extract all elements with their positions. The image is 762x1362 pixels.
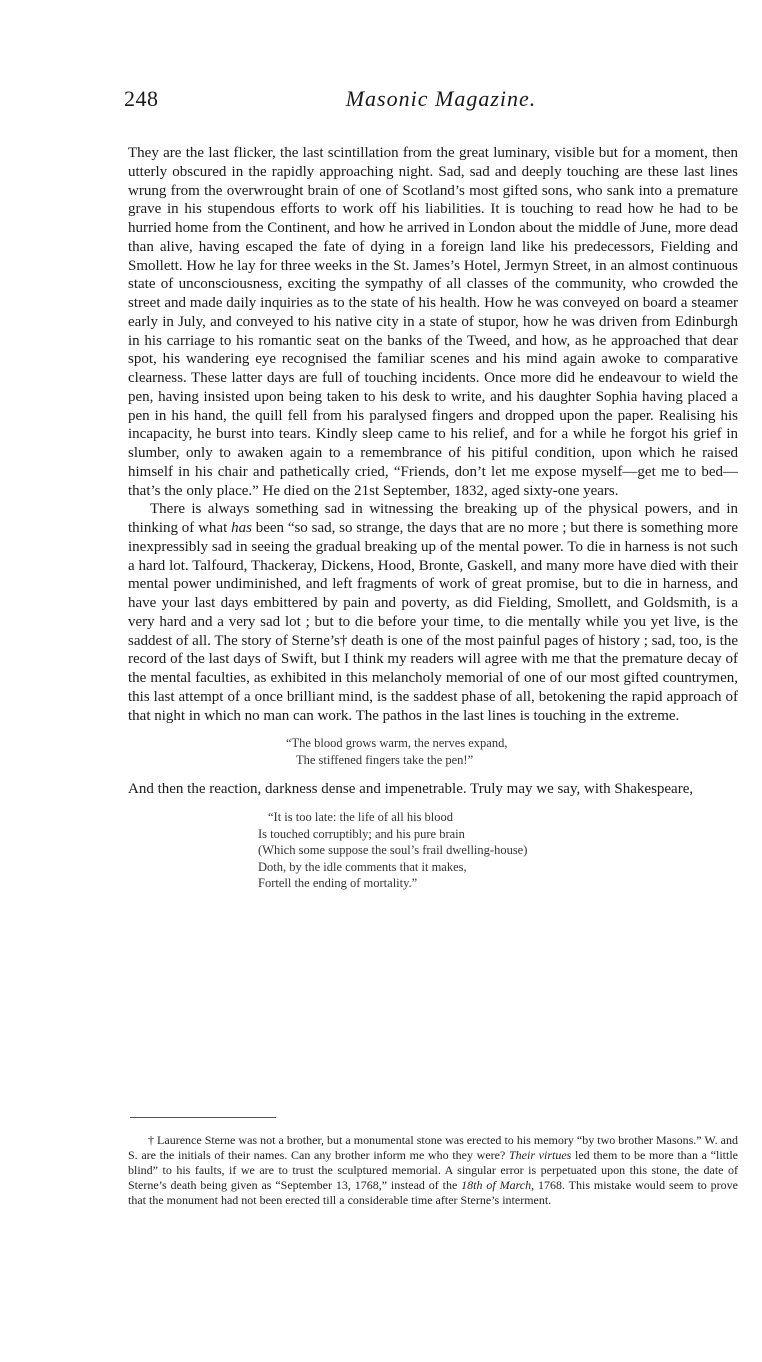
verse-2-line: (Which some suppose the soul’s frail dwelling-house): [258, 843, 528, 857]
paragraph-2-part-1: There is always something sad in witnessing the breaking up of the physical powers, and in thinking of what: [128, 501, 738, 536]
footnote-italic-1: Their virtues: [508, 1148, 572, 1162]
footnote-part-3: , 1768. This mistake would seem to prove that the monument had not been erected till a considerable time after Sterne’s interment.: [128, 1178, 738, 1207]
verse-2-line: “It is too late: the life of all his blood: [268, 810, 454, 824]
paragraph-2-italic: has: [231, 520, 252, 536]
verse-quote-2: [128, 809, 738, 892]
verse-quote-1: [128, 735, 738, 768]
verse-2-line: Fortell the ending of mortality.”: [258, 876, 418, 890]
paragraph-1: They are the last flicker, the last scintillation from the great luminary, visible but for a moment, then utterly obscured in the rapidly approaching night. Sad, sad and deeply touching are these last lines wrung from the overwrought brain of one of Scotland’s most gifted sons, who sank into a premature grave in his stupendous efforts to work off his liabilities. It is touching to read how he had to be hurried home from the Continent, and how he arrived in London about the middle of June, more dead than alive, having escaped the fate of dying in a foreign land like his predecessors, Fielding and Smollett. How he lay for three weeks in the St. James’s Hotel, Jermyn Street, in an almost continuous state of unconsciousness, exciting the sympathy of all classes of the community, who crowded the street and made daily inquiries as to the state of his health. How he was conveyed on board a steamer early in July, and conveyed to his native city in a state of stupor, how he was driven from Edinburgh in his carriage to his romantic seat on the banks of the Tweed, and how, as he approached that dear spot, his wandering eye recognised the familiar scenes and his mind again awoke to comparative clearness. These latter days are full of touching incidents. Once more did he endeavour to wield the pen, having insisted upon being taken to his desk to write, and his daughter Sophia having placed a pen in his hand, the quill fell from his paralysed fingers and dropped upon the paper. Realising his incapacity, he burst into tears. Kindly sleep came to his relief, and for a while he forgot his grief in slumber, only to awaken again to a remembrance of his pitiful condition, upon which he raised himself in his chair and pathetically cried, “Friends, don’t let me expose myself—get me to bed—that’s the only place.” He died on the 21st September, 1832, aged sixty-one years.: [128, 145, 738, 499]
footnote-part-2: led them to be more than a “little blind” to his faults, if we are to trust the sculptured memorial. A singular error is perpetuated upon this stone, the date of Sterne’s death being given as “September 13, 1768,” instead of the: [128, 1148, 738, 1192]
footnote-part-1: † Laurence Sterne was not a brother, but a monumental stone was erected to his memory “by two brother Masons.” W. and S. are the initials of their names. Can any brother inform me who they were?: [128, 1133, 738, 1162]
footnote-divider: [130, 1117, 276, 1118]
article-body: [128, 144, 738, 902]
footnote-italic-2: 18th of March: [461, 1178, 532, 1192]
running-title: Masonic Magazine.: [345, 86, 537, 111]
paragraph-2-part-2: been “so sad, so strange, the days that are no more ; but there is something more inexpressibly sad in seeing the gradual breaking up of the mental power. To die in harness is not such a hard lot. Talfourd, Thackeray, Dickens, Hood, Bronte, Gaskell, and many more have died with their mental power undiminished, and left fragments of work of great promise, but to die in harness, and have your last days embittered by pain and poverty, as did Fielding, Smollett, and Goldsmith, is a very hard and a very sad lot ; but to die before your time, to die mentally while you yet live, is the saddest of all. The story of Sterne’s† death is one of the most painful pages of history ; sad, too, is the record of the last days of Swift, but I think my readers will agree with me that the premature decay of the mental faculties, as exhibited in this melancholy memorial of one of our most gifted countrymen, this last attempt of a once brilliant mind, is the saddest phase of all, betokening the rapid approach of that night in which no man can work. The pathos in the last lines is touching in the extreme.: [128, 520, 739, 724]
verse-2-line: Is touched corruptibly; and his pure brain: [258, 826, 465, 841]
page-header: [124, 86, 738, 126]
paragraph-3: And then the reaction, darkness dense and impenetrable. Truly may we say, with Shakespeare,: [128, 781, 694, 798]
verse-2-line: Doth, by the idle comments that it makes,: [258, 859, 467, 874]
verse-1-line: The stiffened fingers take the pen!”: [296, 752, 474, 767]
page-number: 248: [124, 86, 159, 111]
footnote-text: [128, 1133, 738, 1208]
verse-1-line: “The blood grows warm, the nerves expand,: [286, 736, 508, 751]
footnote: [128, 1133, 738, 1208]
paragraph-2: [128, 500, 738, 725]
